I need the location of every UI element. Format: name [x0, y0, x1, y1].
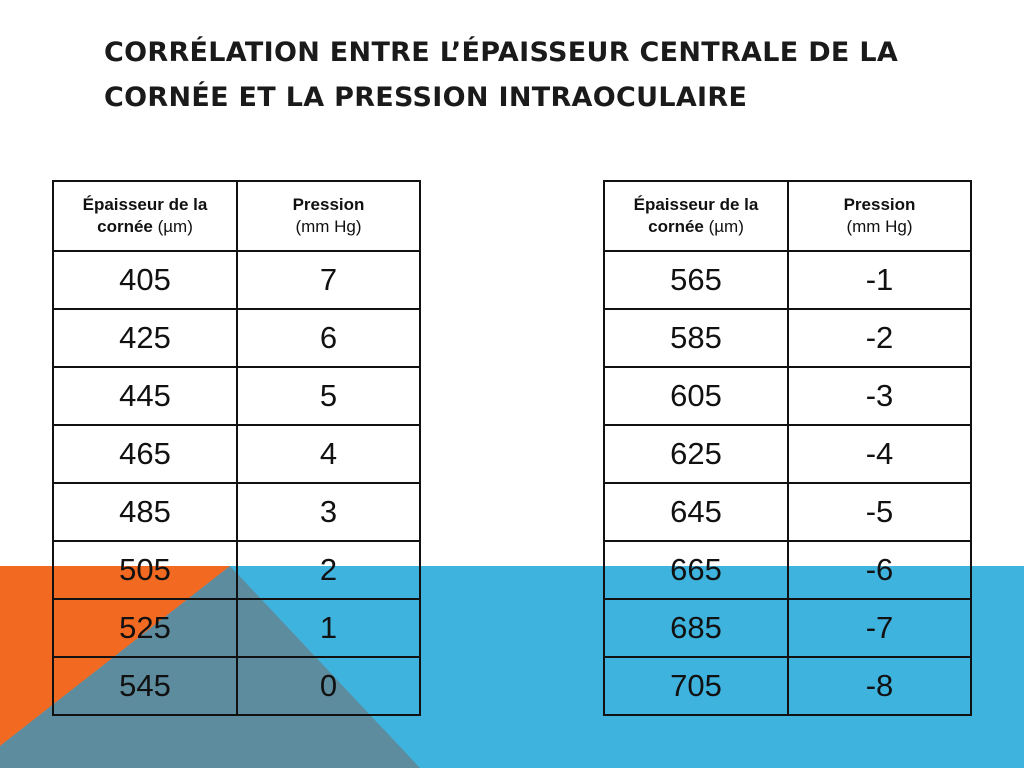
cell-thickness: 445 — [53, 367, 237, 425]
header-pressure-unit: (mm Hg) — [846, 217, 913, 236]
table-row — [53, 541, 420, 599]
data-table-left — [52, 180, 421, 716]
header-thickness — [604, 181, 788, 251]
cell-pressure: -1 — [788, 251, 971, 309]
cell-pressure: 3 — [237, 483, 420, 541]
table-row — [604, 367, 971, 425]
cell-pressure: -5 — [788, 483, 971, 541]
cell-pressure: -4 — [788, 425, 971, 483]
header-pressure — [237, 181, 420, 251]
cell-pressure: 7 — [237, 251, 420, 309]
cell-pressure: 4 — [237, 425, 420, 483]
header-pressure — [788, 181, 971, 251]
table-row — [53, 367, 420, 425]
table-row — [604, 309, 971, 367]
cell-pressure: -8 — [788, 657, 971, 715]
cell-thickness: 465 — [53, 425, 237, 483]
table-row — [604, 251, 971, 309]
cell-thickness: 505 — [53, 541, 237, 599]
header-pressure-label: Pression — [843, 195, 916, 214]
header-thickness-unit: (µm) — [708, 217, 744, 236]
table-row — [53, 483, 420, 541]
table-row — [604, 425, 971, 483]
table-row — [604, 541, 971, 599]
header-thickness-label: Épaisseur de la cornée — [633, 195, 759, 236]
slide-title: CORRÉLATION ENTRE L’ÉPAISSEUR CENTRALE DE LA CORNÉE ET LA PRESSION INTRAOCULAIRE — [104, 37, 899, 113]
table-row — [53, 599, 420, 657]
header-thickness-label: Épaisseur de la cornée — [82, 195, 208, 236]
cell-thickness: 685 — [604, 599, 788, 657]
table-header-row — [53, 181, 420, 251]
table-row — [53, 425, 420, 483]
cell-thickness: 605 — [604, 367, 788, 425]
table-row — [53, 309, 420, 367]
cell-thickness: 645 — [604, 483, 788, 541]
header-pressure-label: Pression — [292, 195, 365, 214]
table-header-row — [604, 181, 971, 251]
table-row — [53, 657, 420, 715]
cell-thickness: 545 — [53, 657, 237, 715]
cell-pressure: -6 — [788, 541, 971, 599]
cell-pressure: 2 — [237, 541, 420, 599]
header-thickness-unit: (µm) — [157, 217, 193, 236]
cell-pressure: -3 — [788, 367, 971, 425]
cell-pressure: 6 — [237, 309, 420, 367]
cell-pressure: -7 — [788, 599, 971, 657]
cell-thickness: 565 — [604, 251, 788, 309]
cell-pressure: 5 — [237, 367, 420, 425]
cell-thickness: 585 — [604, 309, 788, 367]
cell-pressure: 1 — [237, 599, 420, 657]
header-pressure-unit: (mm Hg) — [295, 217, 362, 236]
table-row — [604, 483, 971, 541]
cell-thickness: 485 — [53, 483, 237, 541]
cell-pressure: 0 — [237, 657, 420, 715]
cell-thickness: 625 — [604, 425, 788, 483]
cell-thickness: 705 — [604, 657, 788, 715]
cell-thickness: 525 — [53, 599, 237, 657]
table-row — [604, 599, 971, 657]
cell-thickness: 405 — [53, 251, 237, 309]
cell-thickness: 665 — [604, 541, 788, 599]
cell-pressure: -2 — [788, 309, 971, 367]
table-row — [53, 251, 420, 309]
header-thickness — [53, 181, 237, 251]
data-table-right — [603, 180, 972, 716]
table-row — [604, 657, 971, 715]
cell-thickness: 425 — [53, 309, 237, 367]
